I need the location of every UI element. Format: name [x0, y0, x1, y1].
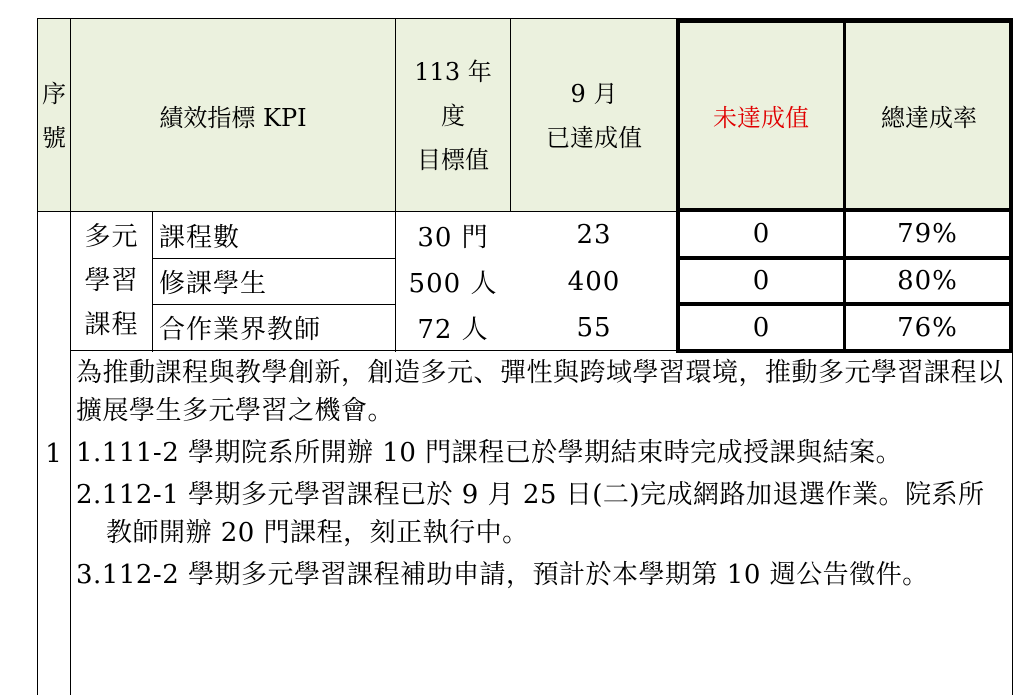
unachieved-courses: 0: [752, 219, 771, 249]
header-target: 113 年 度 目標值: [414, 57, 492, 174]
target-courses: 30 門: [417, 222, 489, 253]
kpi-label-students: 修課學生: [159, 269, 268, 299]
unachieved-teachers: 0: [752, 312, 771, 343]
achieved-students: 400: [567, 266, 621, 297]
header-seq: 序 號: [42, 79, 66, 152]
header-achieved: 9 月 已達成值: [546, 79, 642, 152]
description-point: 1.111-2 學期院系所開辦 10 門課程已於學期結束時完成授課與結案。: [76, 438, 903, 468]
row-seq: 1: [45, 438, 63, 469]
kpi-label-teachers: 合作業界教師: [159, 315, 322, 345]
rate-courses: 79%: [897, 219, 958, 249]
target-teachers: 72 人: [417, 315, 489, 345]
unachieved-students: 0: [752, 266, 771, 296]
target-students: 500 人: [408, 269, 498, 299]
row-category: 多元 學習 課程: [84, 222, 139, 340]
rate-students: 80%: [897, 266, 958, 296]
achieved-teachers: 55: [576, 312, 612, 343]
header-rate: 總達成率: [881, 104, 977, 132]
rate-teachers: 76%: [897, 312, 958, 343]
description: [76, 354, 1006, 594]
description-intro: 為推動課程與教學創新，創造多元、彈性與跨域學習環境，推動多元學習課程以擴展學生多元學習之機會。: [76, 358, 1004, 426]
description-point: 2.112-1 學期多元學習課程已於 9 月 25 日(二)完成網路加退選作業。院系所教師開辦 20 門課程，刻正執行中。: [76, 480, 985, 548]
achieved-courses: 23: [576, 220, 612, 250]
kpi-label-courses: 課程數: [159, 222, 241, 253]
description-point: 3.112-2 學期多元學習課程補助申請，預計於本學期第 10 週公告徵件。: [76, 560, 929, 590]
header-unachieved: 未達成值: [713, 104, 809, 132]
header-kpi: 績效指標 KPI: [159, 104, 307, 132]
